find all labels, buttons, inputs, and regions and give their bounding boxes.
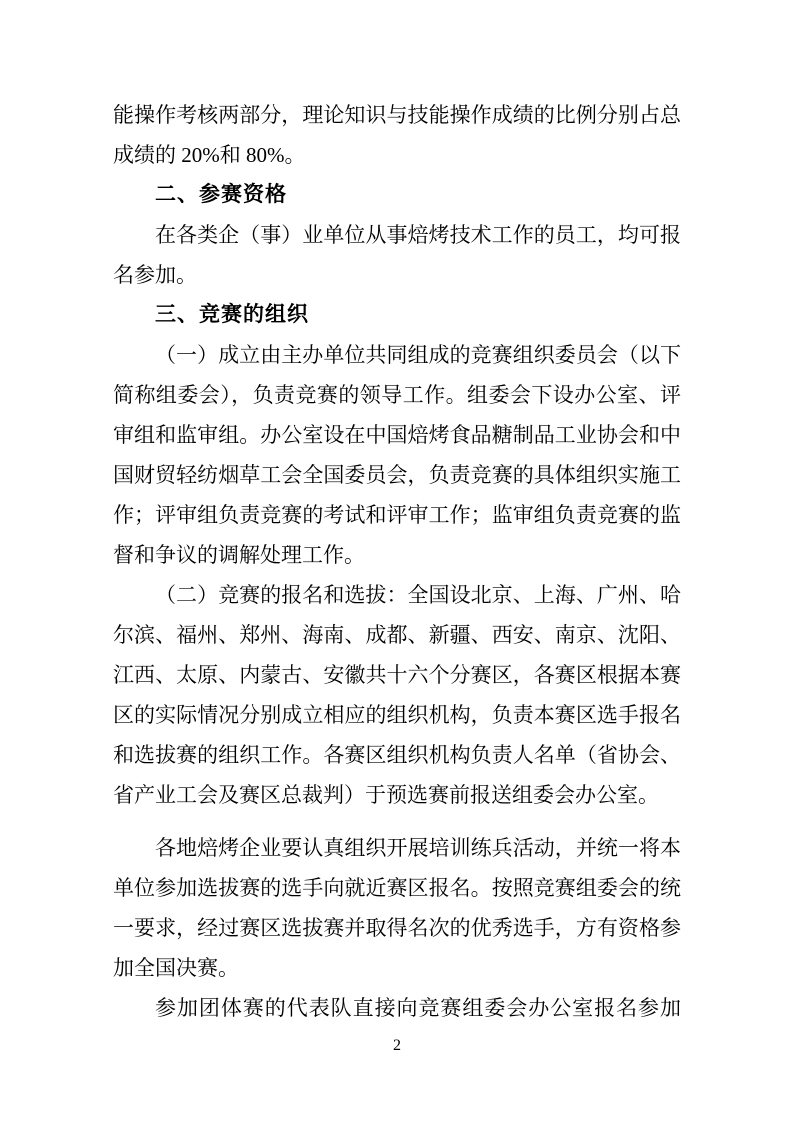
- section-heading-eligibility: 二、参赛资格: [155, 183, 287, 206]
- document-body: [113, 95, 681, 1028]
- section-heading-organization: 三、竞赛的组织: [155, 303, 309, 326]
- paragraph-scoring-ratio: 能操作考核两部分，理论知识与技能操作成绩的比例分别占总成绩的 20%和 80%。: [113, 103, 681, 167]
- paragraph-team-registration: 参加团体赛的代表队直接向竞赛组委会办公室报名参加: [155, 996, 681, 1020]
- paragraph-registration-selection: （二）竞赛的报名和选拔：全国设北京、上海、广州、哈尔滨、福州、郑州、海南、成都、新疆、西安、南京、沈阳、江西、太原、内蒙古、安徽共十六个分赛区，各赛区根据本赛区的实际情况分别成立相应的组织机构，负责本赛区选手报名和选拔赛的组织工作。各赛区组织机构负责人名单（省协会、省产业工会及赛区总裁判）于预选赛前报送组委会办公室。: [113, 583, 681, 807]
- page-footer: [0, 1032, 794, 1060]
- page-number: 2: [393, 1037, 401, 1054]
- paragraph-training-qualification: 各地焙烤企业要认真组织开展培训练兵活动，并统一将本单位参加选拔赛的选手向就近赛区报名。按照竞赛组委会的统一要求，经过赛区选拔赛并取得名次的优秀选手，方有资格参加全国决赛。: [113, 836, 681, 980]
- paragraph-eligibility: 在各类企（事）业单位从事焙烤技术工作的员工，均可报名参加。: [113, 223, 681, 287]
- paragraph-organizing-committee: （一）成立由主办单位共同组成的竞赛组织委员会（以下简称组委会），负责竞赛的领导工作。组委会下设办公室、评审组和监审组。办公室设在中国焙烤食品糖制品工业协会和中国财贸轻纺烟草工会全国委员会，负责竞赛的具体组织实施工作；评审组负责竞赛的考试和评审工作；监审组负责竞赛的监督和争议的调解处理工作。: [113, 343, 681, 567]
